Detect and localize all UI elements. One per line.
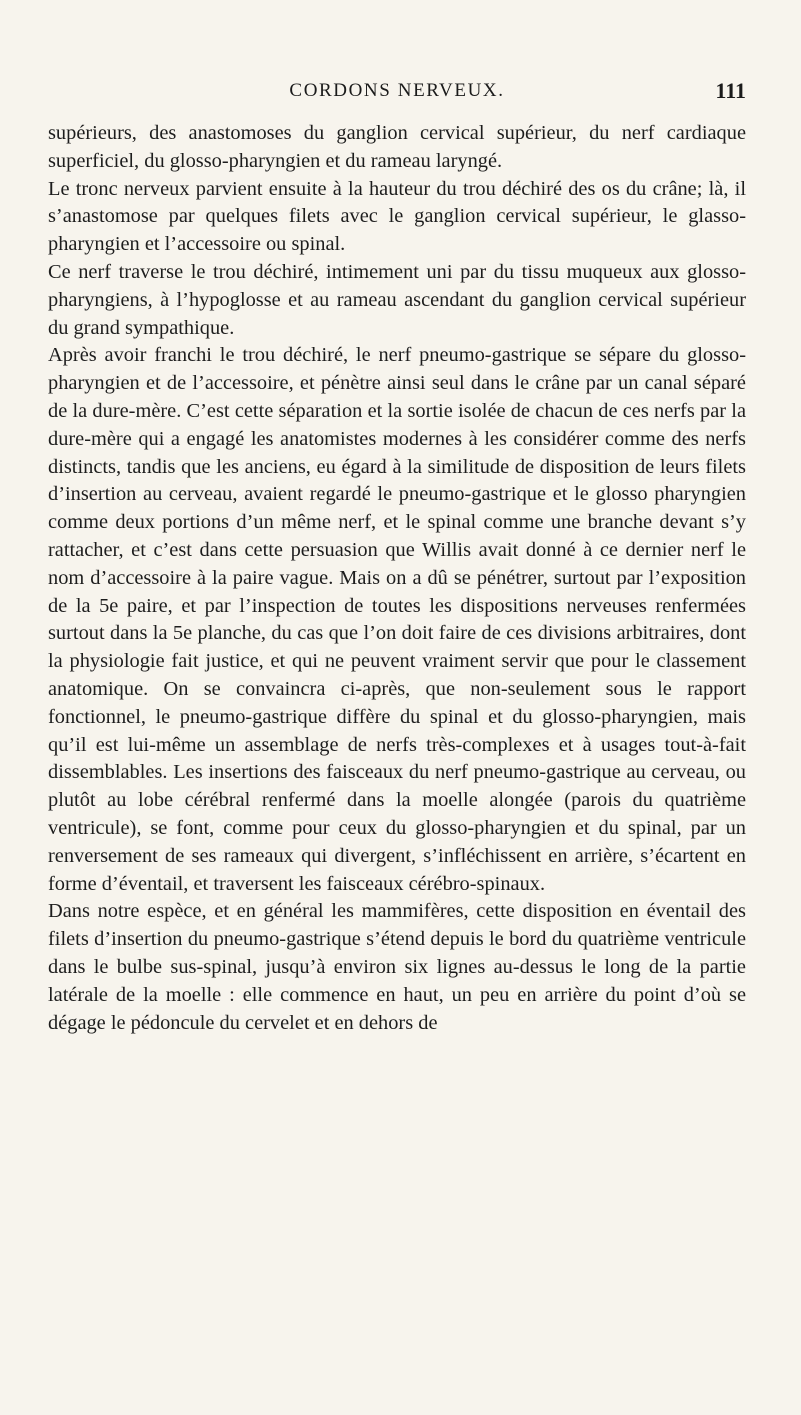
paragraph-1: supérieurs, des anastomoses du ganglion cervical supérieur, du nerf cardiaque superficiel, du glosso-pharyngien et du rameau laryngé. [48,122,746,172]
paragraph-3: Ce nerf traverse le trou déchiré, intimement uni par du tissu muqueux aux glosso-pharyngiens, à l’hypoglosse et au rameau ascendant du ganglion cervical supérieur du grand sympathique. [48,260,746,339]
paragraph-4: Après avoir franchi le trou déchiré, le nerf pneumo-gastrique se sépare du glosso-pharyngien et de l’accessoire, et pénètre ainsi seul dans le crâne par un canal séparé de la dure-mère. C’est cette séparation et la sortie isolée de chacun de ces nerfs par la dure-mère qui a engagé les anatomistes modernes à les considérer comme des nerfs distincts, tandis que les anciens, eu égard à la similitude de disposition de leurs filets d’insertion au cerveau, avaient regardé le pneumo-gastrique et le glosso pharyngien comme deux portions d’un même nerf, et le spinal comme une branche devant s’y rattacher, et c’est dans cette persuasion que Willis avait donné à ce dernier nerf le nom d’accessoire à la paire vague. Mais on a dû se pénétrer, surtout par l’exposition de la 5e paire, et par l’inspection de toutes les dispositions nerveuses renfermées surtout dans la 5e planche, du cas que l’on doit faire de ces divisions arbitraires, dont la physiologie fait justice, et qui ne peuvent vraiment servir que pour le classement anatomique. On se convaincra ci-après, que non-seulement sous le rapport fonctionnel, le pneumo-gastrique diffère du spinal et du glosso-pharyngien, mais qu’il est lui-même un assemblage de nerfs très-complexes et à usages tout-à-fait dissemblables. Les insertions des faisceaux du nerf pneumo-gastrique au cerveau, ou plutôt au lobe cérébral renfermé dans la moelle alongée (parois du quatrième ventricule), se font, comme pour ceux du glosso-pharyngien et du spinal, par un renversement de ses rameaux qui divergent, s’infléchissent en arrière, s’écartent en forme d’éventail, et traversent les faisceaux cérébro-spinaux. [48,344,746,895]
page-header [48,80,746,120]
page-number: 111 [715,78,746,103]
running-head: CORDONS NERVEUX. [289,80,505,101]
body-text [48,120,746,1037]
paragraph-2: Le tronc nerveux parvient ensuite à la hauteur du trou déchiré des os du crâne; là, il s’anastomose par quelques filets avec le ganglion cervical supérieur, le glasso-pharyngien et l’accessoire ou spinal. [48,177,746,256]
paragraph-5: Dans notre espèce, et en général les mammifères, cette disposition en éventail des filets d’insertion du pneumo-gastrique s’étend depuis le bord du quatrième ventricule dans le bulbe sus-spinal, jusqu’à environ six lignes au-dessus le long de la partie latérale de la moelle : elle commence en haut, un peu en arrière du point d’où se dégage le pédoncule du cervelet et en dehors de [48,900,746,1034]
